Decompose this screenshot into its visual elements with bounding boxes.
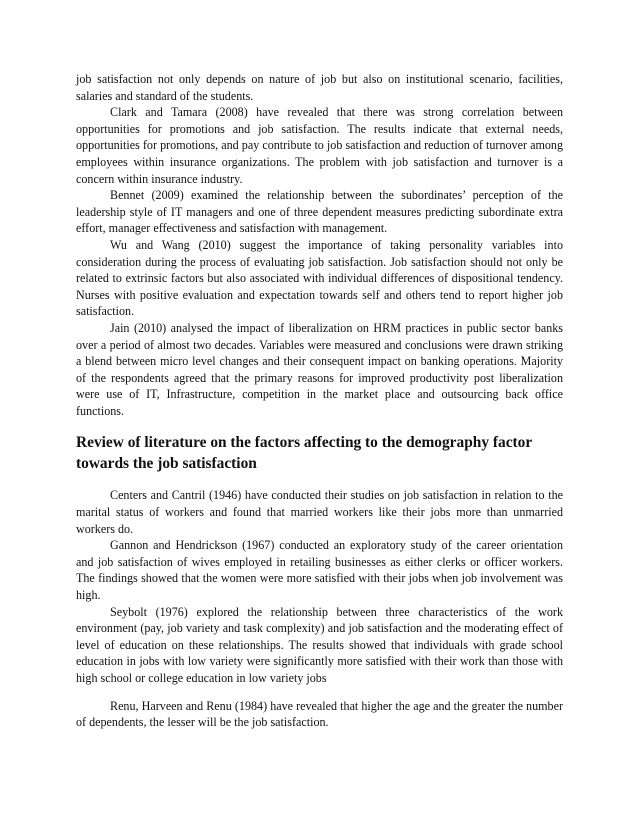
paragraph-wu-wang: Wu and Wang (2010) suggest the importance of taking personality variables into consideration during the process of evaluating job satisfaction. Job satisfaction should not only be related to extrinsic factors but also associated with individual differences of dispositional tendency. Nurses with positive evaluation and expectation towards self and others tend to report higher job satisfaction. xyxy=(76,237,563,319)
paragraph-renu: Renu, Harveen and Renu (1984) have revealed that higher the age and the greater the number of dependents, the lesser will be the job satisfaction. xyxy=(76,698,563,730)
paragraph-gannon-hendrickson: Gannon and Hendrickson (1967) conducted an exploratory study of the career orientation and job satisfaction of wives employed in retailing businesses as either clerks or officer workers. The findings showed that the women were more satisfied with their jobs when job involvement was high. xyxy=(76,538,563,603)
paragraph-jain: Jain (2010) analysed the impact of liberalization on HRM practices in public sector banks over a period of almost two decades. Variables were measured and conclusions were drawn striking a blend between micro level changes and their consequent impact on banking operations. Majority of the respondents agreed that the primary reasons for improved productivity post liberalization were use of IT, Infrastructure, competition in the market place and outsourcing back office functions. xyxy=(76,320,563,418)
paragraph-spacer xyxy=(76,687,563,698)
paragraph-centers-cantril: Centers and Cantril (1946) have conducted their studies on job satisfaction in relation to the marital status of workers and found that married workers like their jobs more than unmarried workers do. xyxy=(76,488,563,536)
paragraph-clark-tamara: Clark and Tamara (2008) have revealed that there was strong correlation between opportunities for promotions and job satisfaction. The results indicate that external needs, opportunities for promotions, and pay contribute to job satisfaction and reduction of turnover among employees within insurance organizations. The problem with job satisfaction and turnover is a concern within insurance industry. xyxy=(76,105,563,186)
document-body xyxy=(76,71,563,731)
paragraph-bennet: Bennet (2009) examined the relationship between the subordinates’ perception of the leadership style of IT managers and one of three dependent measures predicting subordinate extra effort, manager effectiveness and satisfaction with management. xyxy=(76,188,563,236)
paragraph-continuation: job satisfaction not only depends on nature of job but also on institutional scenario, facilities, salaries and standard of the students. xyxy=(76,72,563,103)
paragraph-seybolt: Seybolt (1976) explored the relationship between three characteristics of the work environment (pay, job variety and task complexity) and job satisfaction and the moderating effect of level of education on these relationships. The results showed that individuals with grade school education in jobs with low variety were significantly more satisfied with their work than those with high school or college education in low variety jobs xyxy=(76,604,563,685)
section-heading: Review of literature on the factors affecting to the demography factor towards the job satisfaction xyxy=(76,434,532,473)
